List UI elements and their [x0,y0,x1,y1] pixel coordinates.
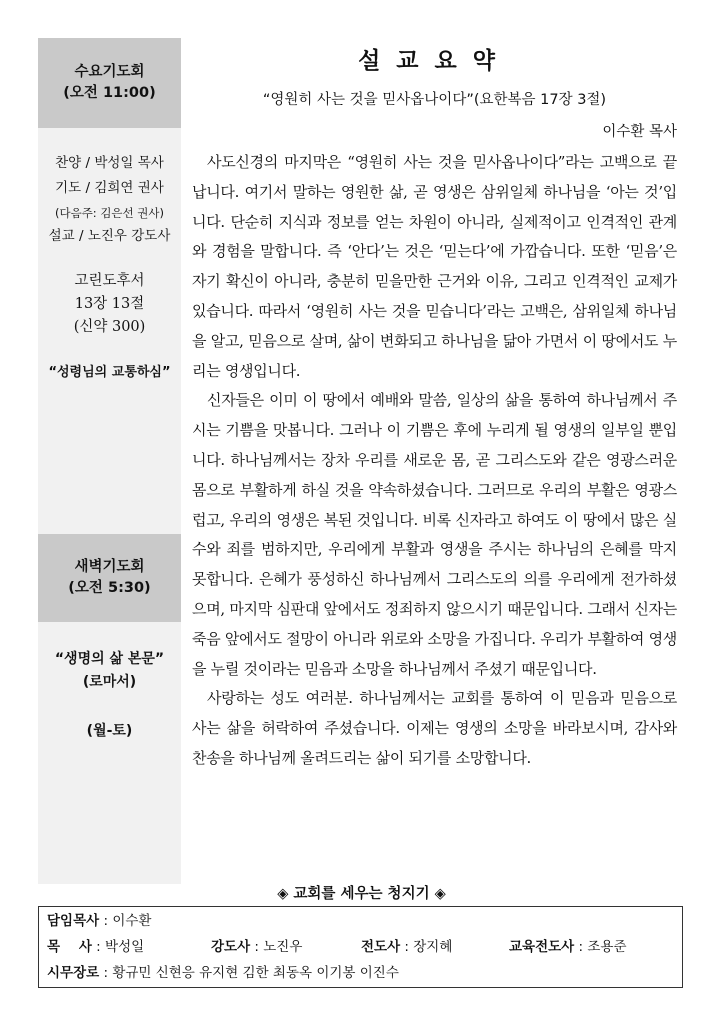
role-praise: 찬양 / 박성일 목사 [55,155,164,171]
staff-entry: 목 사 : 박성일 [47,939,145,955]
role-sermon: 설교 / 노진우 강도사 [48,228,171,244]
staff-label: 시무장로 [47,965,100,981]
sermon-body [192,148,677,774]
staff-label: 담임목사 [47,913,100,929]
staff-entry: 교육전도사 : 조용준 [509,939,627,955]
staff-label: 전도사 [361,939,401,955]
sermon-subtitle: “영원히 사는 것을 믿사옵나이다”(요한복음 17장 3절) [262,92,607,108]
sermon-paragraph: 신자들은 이미 이 땅에서 예배와 말씀, 일상의 삶을 통하여 하나님께서 주시는 기쁨을 맛봅니다. 그러나 이 기쁨은 후에 누리게 될 영생의 일부일 뿐입니다. 하나님께서는 장차 우리를 새로운 몸, 곧 그리스도와 같은 영광스러운 몸으로 부활하게 하실 것을 약속하셨습니다. 그러므로 우리의 부활은 영광스럽고, 우리의 영생은 복된 것입니다. 비록 신자라고 하여도 이 땅에서 많은 실수와 죄를 범하지만, 우리에게 부활과 영생을 주시는 하나님의 은혜를 막지 못합니다. 은혜가 풍성하신 하나님께서 그리스도의 의를 우리에게 전가하셨으며, 마지막 심판대 앞에서도 정죄하지 않으시기 때문입니다. 그래서 신자는 죽음 앞에서도 절망이 아니라 위로와 소망을 가집니다. 우리가 부활하여 영생을 누릴 것이라는 믿음과 소망을 하나님께서 주셨기 때문입니다. [192,391,677,678]
staff-name: 박성일 [105,939,145,955]
staff-label: 강도사 [211,939,251,955]
sermon-paragraph: 사도신경의 마지막은 “영원히 사는 것을 믿사옵나이다”라는 고백으로 끝납니다. 여기서 말하는 영원한 삶, 곧 영생은 삼위일체 하나님을 ‘아는 것’입니다. 단순히 지식과 정보를 얻는 차원이 아니라, 실제적이고 인격적인 관계와 경험을 말합니다. 즉 ‘안다’는 것은 ‘믿는다’에 가깝습니다. 또한 ‘믿음’은 자기 확신이 아니라, 충분히 믿을만한 근거와 이유, 그리고 인격적인 교제가 있습니다. 따라서 ‘영원히 사는 것을 믿습니다’라는 고백은, 삼위일체 하나님을 알고, 믿음으로 살며, 삶이 변화되고 하나님을 닮아 가면서 이 땅에서도 누리는 영생입니다. [192,153,677,380]
scripture-page: (신약 300) [73,319,146,335]
wednesday-sermon-title: “성령님의 교통하심” [48,365,171,380]
dawn-book: (로마서) [82,674,137,690]
staff-name: 노진우 [263,939,303,955]
role-prayer: 기도 / 김희연 권사 [55,180,164,196]
staff-name: 황규민 신현응 유지현 김한 최동옥 이기봉 이진수 [112,965,399,981]
sidebar [38,38,181,884]
wednesday-prayer-title: 수요기도회 [74,64,145,80]
sermon-author: 이수환 목사 [602,124,677,140]
dawn-topic: “생명의 삶 본문” [54,651,165,667]
scripture-book: 고린도후서 [74,273,145,289]
staff-label: 교육전도사 [509,939,575,955]
role-prayer-next-week: (다음주: 김은선 권사) [54,206,165,220]
wednesday-prayer-time: (오전 11:00) [63,85,156,101]
staff-name: 이수환 [112,913,152,929]
wednesday-prayer-details [38,128,181,534]
dawn-days: (월-토) [86,723,133,739]
staff-box [38,906,683,988]
staff-entry: 담임목사 : 이수환 [47,913,152,929]
dawn-prayer-time: (오전 5:30) [68,580,151,596]
sermon-title: 설교요약 [358,48,511,74]
dawn-prayer-header [38,534,181,622]
staff-name: 장지혜 [413,939,453,955]
staff-entry: 전도사 : 장지혜 [361,939,453,955]
wednesday-prayer-header [38,38,181,128]
dawn-prayer-title: 새벽기도회 [74,559,145,575]
staff-entry: 강도사 : 노진우 [211,939,303,955]
staff-name: 조용준 [587,939,627,955]
staff-entry: 시무장로 : 황규민 신현응 유지현 김한 최동옥 이기봉 이진수 [47,965,399,981]
scripture-chapter-verse: 13장 13절 [74,296,145,312]
staff-label: 목 사 [47,939,92,955]
staff-section-title: ◈ 교회를 세우는 청지기 ◈ [277,886,446,902]
sermon-paragraph: 사랑하는 성도 여러분. 하나님께서는 교회를 통하여 이 믿음과 믿음으로 사는 삶을 허락하여 주셨습니다. 이제는 영생의 소망을 바라보시며, 감사와 찬송을 하나님께 올려드리는 삶이 되기를 소망합니다. [192,689,677,767]
dawn-prayer-details [38,622,181,884]
